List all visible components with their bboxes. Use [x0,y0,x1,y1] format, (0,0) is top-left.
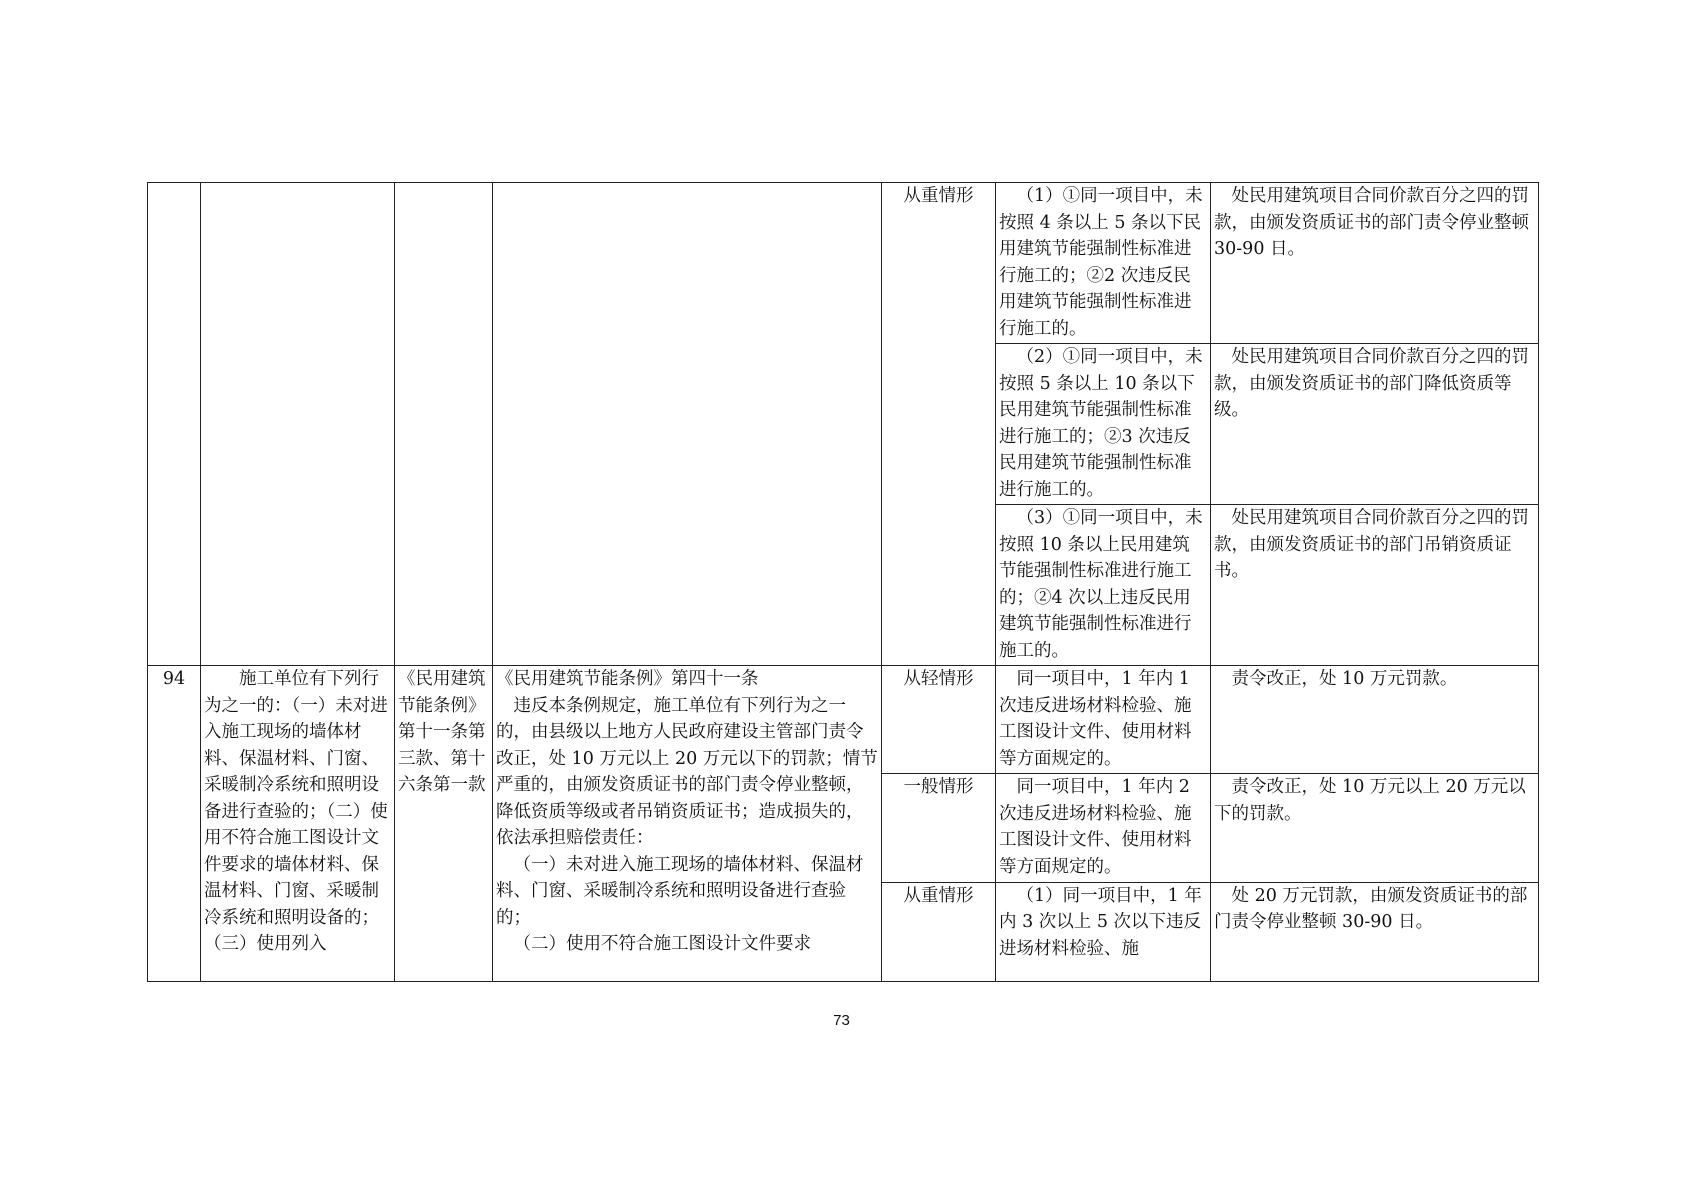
violation-behavior-cell [201,666,395,982]
condition-cell: 同一项目中，1 年内 1 次违反进场材料检验、施工图设计文件、使用材料等方面规定的。 [996,666,1211,774]
violation-behavior-text: 施工单位有下列行为之一的：（一）未对进入施工现场的墙体材料、保温材料、门窗、采暖制冷系统和照明设备进行查验的；（二）使用不符合施工图设计文件要求的墙体材料、保温材料、门窗、采暖制冷系统和照明设备的；（三）使用列入 [204,669,388,954]
law-item-1: （一）未对进入施工现场的墙体材料、保温材料、门窗、采暖制冷系统和照明设备进行查验的； [496,854,864,928]
penalty-cell: 处民用建筑项目合同价款百分之四的罚款，由颁发资质证书的部门吊销资质证书。 [1211,505,1539,666]
discretion-level-cell: 从重情形 [882,183,996,666]
cell-behavior-empty [201,183,395,666]
discretion-level-cell: 一般情形 [882,774,996,882]
penalty-cell: 处民用建筑项目合同价款百分之四的罚款，由颁发资质证书的部门降低资质等级。 [1211,344,1539,505]
discretion-level-cell: 从重情形 [882,882,996,981]
penalty-cell: 责令改正，处 10 万元罚款。 [1211,666,1539,774]
legal-basis-cell: 《民用建筑节能条例》第十一条第三款、第十六条第一款 [395,666,493,982]
penalty-basis-cell [493,666,882,982]
penalty-basis-text [496,666,878,981]
cell-law-empty [493,183,882,666]
page-number: 73 [833,1012,850,1029]
law-item-2: （二）使用不符合施工图设计文件要求 [513,934,811,954]
penalty-cell: 责令改正，处 10 万元以上 20 万元以下的罚款。 [1211,774,1539,882]
law-body: 违反本条例规定，施工单位有下列行为之一的，由县级以上地方人民政府建设主管部门责令改正，处 10 万元以上 20 万元以下的罚款；情节严重的，由颁发资质证书的部门责令停业整顿，降低资质等级或者吊销资质证书；造成损失的，依法承担赔偿责任： [496,695,878,848]
law-title: 《民用建筑节能条例》第四十一条 [496,669,759,689]
table-row [148,666,1539,774]
condition-cell: （1）同一项目中，1 年内 3 次以上 5 次以下违反进场材料检验、施 [996,882,1211,981]
condition-cell: （2）①同一项目中，未按照 5 条以上 10 条以下民用建筑节能强制性标准进行施工的；②3 次违反民用建筑节能强制性标准进行施工的。 [996,344,1211,505]
condition-cell: （1）①同一项目中，未按照 4 条以上 5 条以下民用建筑节能强制性标准进行施工的；②2 次违反民用建筑节能强制性标准进行施工的。 [996,183,1211,344]
cell-basis-empty [395,183,493,666]
cell-number-empty [148,183,201,666]
condition-cell: （3）①同一项目中，未按照 10 条以上民用建筑节能强制性标准进行施工的；②4 次以上违反民用建筑节能强制性标准进行施工的。 [996,505,1211,666]
table-row [148,183,1539,344]
discretion-level-cell: 从轻情形 [882,666,996,774]
condition-cell: 同一项目中，1 年内 2 次违反进场材料检验、施工图设计文件、使用材料等方面规定的。 [996,774,1211,882]
penalty-standards-table [147,182,1539,982]
item-number-cell: 94 [148,666,201,982]
penalty-cell: 处民用建筑项目合同价款百分之四的罚款，由颁发资质证书的部门责令停业整顿 30-90 日。 [1211,183,1539,344]
penalty-cell: 处 20 万元罚款，由颁发资质证书的部门责令停业整顿 30-90 日。 [1211,882,1539,981]
